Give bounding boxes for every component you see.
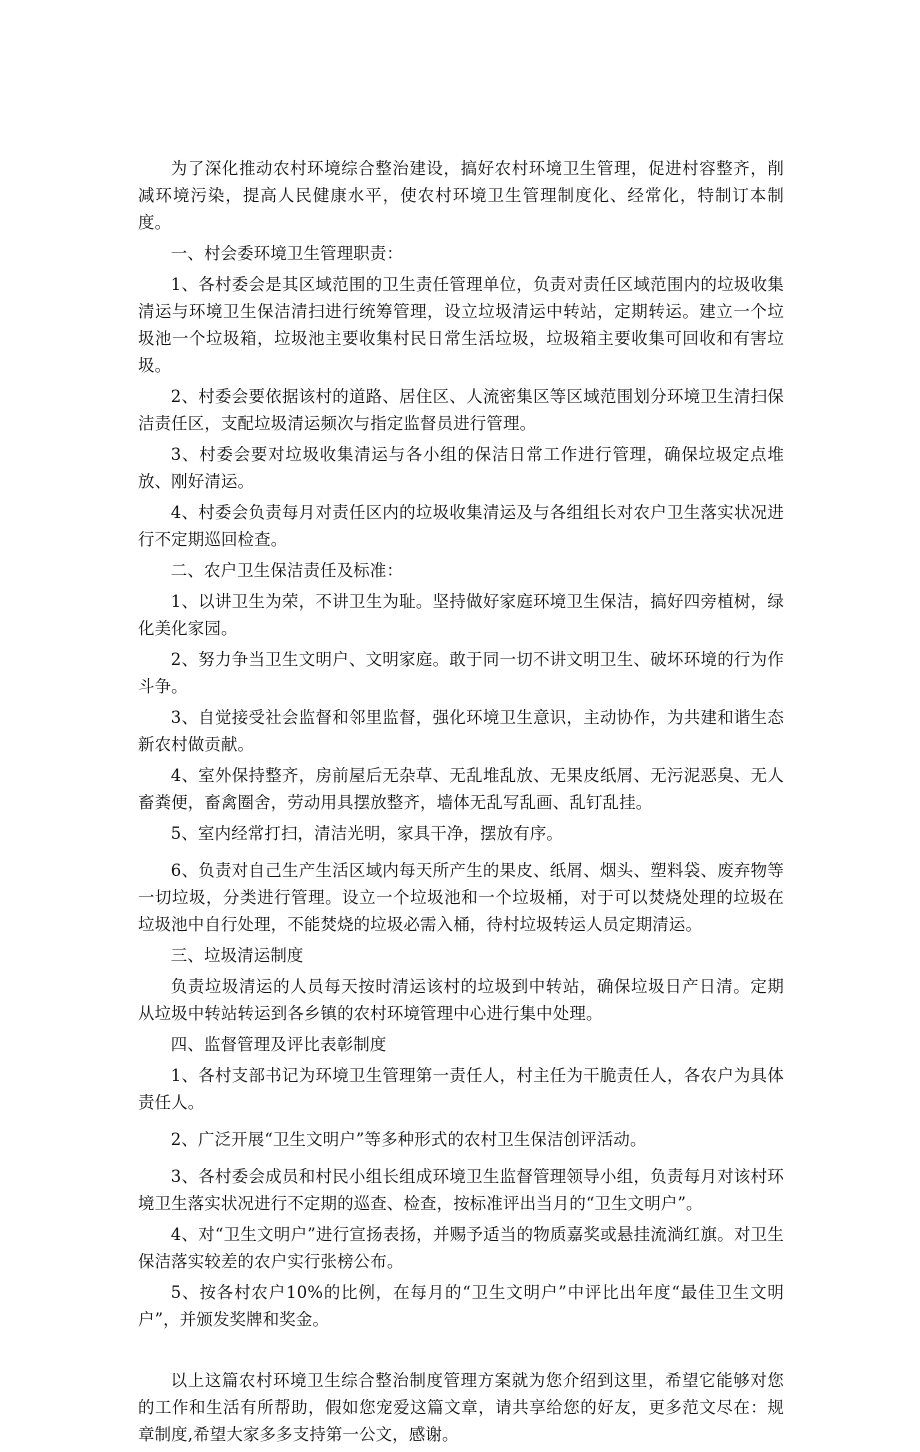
section-1-item-3: 3、村委会要对垃圾收集清运与各小组的保洁日常工作进行管理，确保垃圾定点堆放、刚好清运。 (138, 445, 784, 491)
section-2-item-4: 4、室外保持整齐，房前屋后无杂草、无乱堆乱放、无果皮纸屑、无污泥恶臭、无人畜粪便，畜禽圈舍，劳动用具摆放整齐，墙体无乱写乱画、乱钉乱挂。 (138, 766, 784, 812)
section-2-item-5: 5、室内经常打扫，清洁光明，家具干净，摆放有序。 (170, 824, 564, 843)
section-4-heading: 四、监督管理及评比表彰制度 (170, 1035, 387, 1054)
section-2-item-6: 6、负责对自己生产生活区域内每天所产生的果皮、纸屑、烟头、塑料袋、废弃物等一切垃圾，分类进行管理。设立一个垃圾池和一个垃圾桶，对于可以焚烧处理的垃圾在垃圾池中自行处理，不能焚烧的垃圾必需入桶，待村垃圾转运人员定期清运。 (138, 861, 784, 934)
section-1-heading: 一、村会委环境卫生管理职责： (170, 244, 404, 263)
intro-paragraph: 为了深化推动农村环境综合整治建设，搞好农村环境卫生管理，促进村容整齐，削减环境污染，提高人民健康水平，使农村环境卫生管理制度化、经常化，特制订本制度。 (138, 159, 784, 232)
section-2-item-3: 3、自觉接受社会监督和邻里监督，强化环境卫生意识，主动协作，为共建和谐生态新农村做贡献。 (138, 708, 784, 754)
section-1-item-1: 1、各村委会是其区域范围的卫生责任管理单位，负责对责任区域范围内的垃圾收集清运与环境卫生保洁清扫进行统筹管理，设立垃圾清运中转站，定期转运。建立一个垃圾池一个垃圾箱，垃圾池主要收集村民日常生活垃圾，垃圾箱主要收集可回收和有害垃圾。 (138, 275, 784, 375)
section-4-item-3: 3、各村委会成员和村民小组长组成环境卫生监督管理领导小组，负责每月对该村环境卫生落实状况进行不定期的巡查、检查，按标准评出当月的“卫生文明户”。 (138, 1167, 784, 1213)
section-4-item-1: 1、各村支部书记为环境卫生管理第一责任人，村主任为干脆责任人，各农户为具体责任人。 (138, 1066, 784, 1112)
section-2-item-1: 1、以讲卫生为荣，不讲卫生为耻。坚持做好家庭环境卫生保洁，搞好四旁植树，绿化美化家园。 (138, 592, 784, 638)
section-4-item-2: 2、广泛开展“卫生文明户”等多种形式的农村卫生保洁创评活动。 (170, 1130, 647, 1149)
closing-paragraph: 以上这篇农村环境卫生综合整治制度管理方案就为您介绍到这里，希望它能够对您的工作和生活有所帮助，假如您宠爱这篇文章，请共享给您的好友，更多范文尽在：规章制度,希望大家多多支持第一公文，感谢。 (138, 1371, 784, 1444)
section-2-heading: 二、农户卫生保洁责任及标准： (170, 561, 404, 580)
section-3-heading: 三、垃圾清运制度 (170, 946, 304, 965)
section-1-item-4: 4、村委会负责每月对责任区内的垃圾收集清运及与各组组长对农户卫生落实状况进行不定期巡回检查。 (138, 503, 784, 549)
section-1-item-2: 2、村委会要依据该村的道路、居住区、人流密集区等区域范围划分环境卫生清扫保洁责任区，支配垃圾清运频次与指定监督员进行管理。 (138, 387, 784, 433)
section-3-body: 负责垃圾清运的人员每天按时清运该村的垃圾到中转站，确保垃圾日产日清。定期从垃圾中转站转运到各乡镇的农村环境管理中心进行集中处理。 (138, 977, 784, 1023)
document-body (138, 155, 784, 1452)
section-4-item-5: 5、按各村农户10%的比例，在每月的“卫生文明户”中评比出年度“最佳卫生文明户”，并颁发奖牌和奖金。 (138, 1283, 784, 1329)
section-4-item-4: 4、对“卫生文明户”进行宣扬表扬，并赐予适当的物质嘉奖或悬挂流淌红旗。对卫生保洁落实较差的农户实行张榜公布。 (138, 1225, 784, 1271)
section-2-item-2: 2、努力争当卫生文明户、文明家庭。敢于同一切不讲文明卫生、破坏环境的行为作斗争。 (138, 650, 784, 696)
